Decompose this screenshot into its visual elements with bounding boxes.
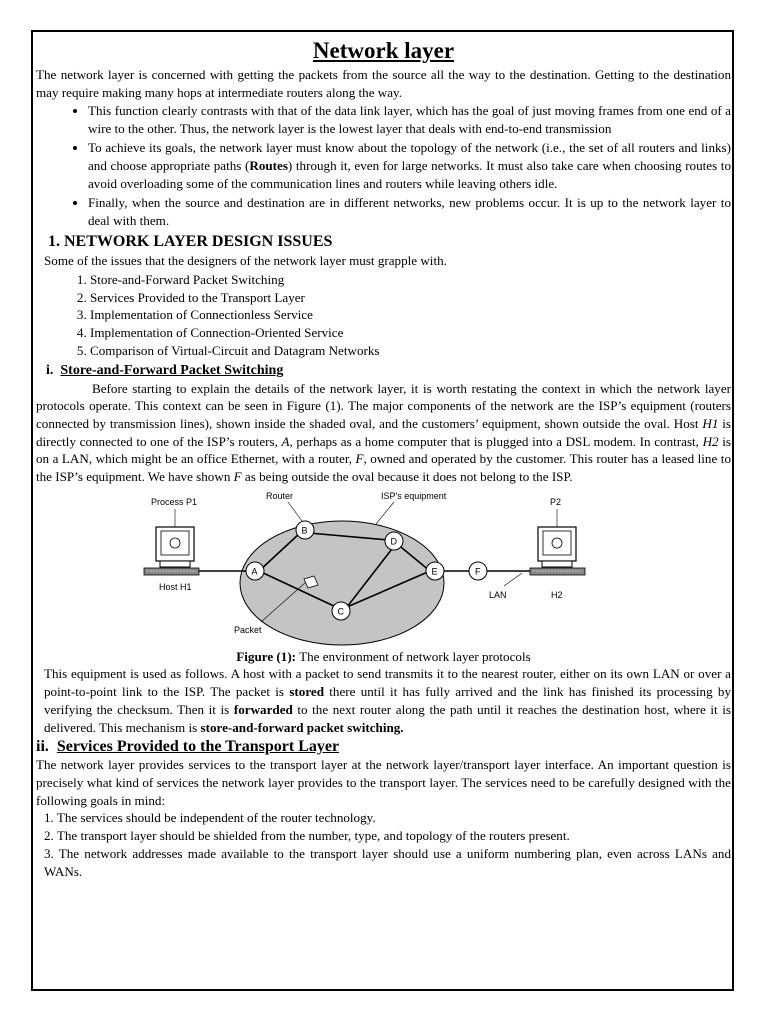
node-label: B [301, 525, 308, 536]
document-body [36, 36, 731, 880]
node-label: A [251, 566, 258, 577]
intro-paragraph: The network layer is concerned with getting the packets from the source all the way to the destination. Getting to the destination may require making many hops at intermediate routers along the way. [36, 67, 731, 100]
node-label: D [390, 536, 397, 547]
computer-icon [144, 527, 199, 575]
section-heading: 1. NETWORK LAYER DESIGN ISSUES [48, 233, 333, 251]
list-item: 1. The services should be independent of the router technology. [44, 810, 376, 826]
subsection-heading: i. Store-and-Forward Packet Switching [46, 362, 284, 378]
figure-label: ISP's equipment [381, 490, 447, 501]
issues-list [36, 271, 731, 360]
bullet-item: • Finally, when the source and destination are in different networks, new problems occur. It is up to the network layer to deal with them. [88, 194, 731, 229]
network-figure [36, 490, 731, 648]
equipment-paragraph: This equipment is used as follows. A host with a packet to send transmits it to the nearest router, either on its own LAN or over a point-to-point link to the ISP. The packet is stored there until it has fully arrived and the link has finished its processing by verifying the checksum. Then it is forwarded to the next router along the path until it reaches the destination host, where it is delivered. This mechanism is store-and-forward packet switching. [44, 666, 731, 735]
figure-caption: Figure (1): The environment of network layer protocols [236, 648, 531, 664]
node-label: C [337, 606, 344, 617]
network-diagram [36, 490, 731, 648]
figure-label: H2 [551, 589, 563, 600]
node-label: F [475, 566, 481, 577]
isp-oval [240, 521, 444, 645]
section-intro: Some of the issues that the designers of the network layer must grapple with. [44, 253, 447, 269]
subsection-heading: ii. Services Provided to the Transport Layer [36, 738, 340, 756]
list-item: 5. Comparison of Virtual-Circuit and Datagram Networks [90, 342, 731, 360]
bullet-item: • This function clearly contrasts with that of the data link layer, which has the goal of just moving frames from one end of a wire to the other. Thus, the network layer is the lowest layer that deals with end-to-end transmission [88, 102, 731, 137]
list-item: 3. Implementation of Connectionless Service [90, 306, 731, 324]
figure-label: Process P1 [151, 496, 198, 507]
list-item: 4. Implementation of Connection-Oriented Service [90, 324, 731, 342]
list-item: 2. The transport layer should be shielded from the number, type, and topology of the routers present. [44, 828, 570, 844]
intro-bullets [36, 102, 731, 229]
figure-label: P2 [550, 496, 562, 507]
computer-icon [530, 527, 585, 575]
figure-label: Host H1 [159, 581, 192, 592]
list-item: 3. The network addresses made available to the transport layer should use a uniform numbering plan, even across LANs and WANs. [44, 845, 731, 879]
figure-label: Packet [234, 624, 262, 635]
store-forward-paragraph: Before starting to explain the details of the network layer, it is worth restating the context in which the network layer protocols operate. This context can be seen in Figure (1). The major components of the network are the ISP’s equipment (routers connected by transmission lines), shown inside the shaded oval, and the customers’ equipment, shown outside the oval. Host H1 is directly connected to one of the ISP’s routers, A, perhaps as a home computer that is plugged into a DSL modem. In contrast, H2 is on a LAN, which might be an office Ethernet, with a router, F, owned and operated by the customer. This router has a leased line to the ISP’s equipment. We have shown F as being outside the oval because it does not belong to the ISP. [36, 380, 732, 485]
services-paragraph: The network layer provides services to the transport layer at the network layer/transport layer interface. An important question is precisely what kind of services the network layer provides to the transport layer. The services need to be carefully designed with the following goals in mind: [36, 757, 731, 808]
page-title: Network layer [312, 38, 455, 63]
node-label: E [431, 566, 438, 577]
list-item: 1. Store-and-Forward Packet Switching [90, 271, 731, 289]
list-item: 2. Services Provided to the Transport Layer [90, 289, 731, 307]
figure-label: Router [266, 490, 294, 501]
goals-list [36, 809, 731, 880]
bullet-item: • To achieve its goals, the network layer must know about the topology of the network (i.e., the set of all routers and links) and choose appropriate paths (Routes) through it, even for large networks. It must also take care when choosing routes to avoid overloading some of the communication lines and routers while leaving others idle. [88, 139, 731, 192]
figure-label: LAN [489, 589, 507, 600]
